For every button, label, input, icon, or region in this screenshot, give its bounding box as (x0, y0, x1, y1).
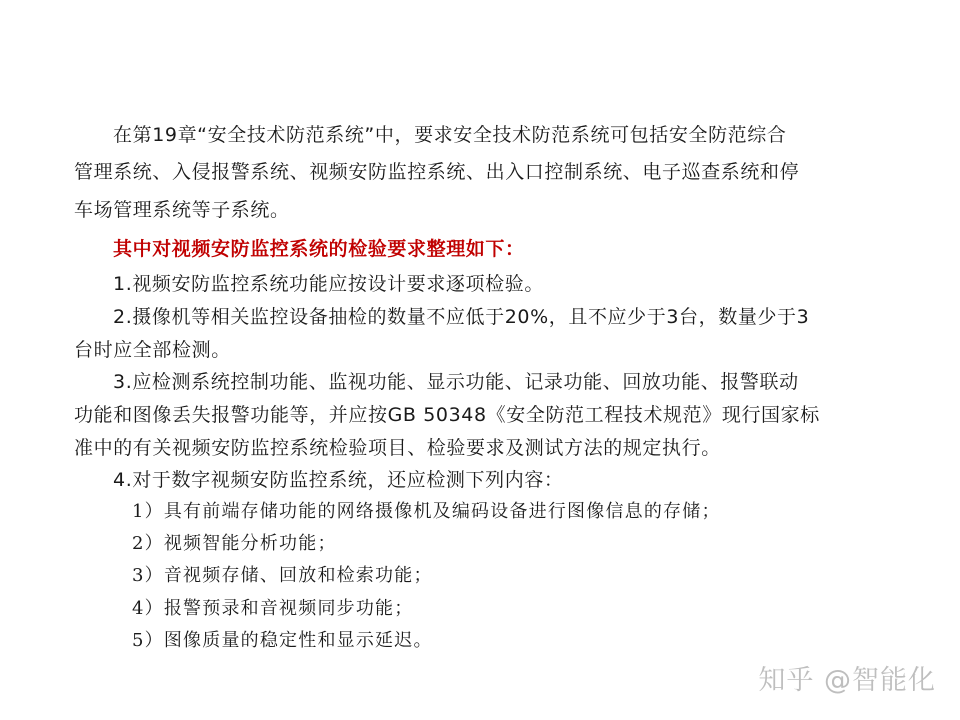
item-1: 1.视频安防监控系统功能应按设计要求逐项检验。 (113, 273, 544, 295)
item-2-line-2: 台时应全部检测。 (74, 339, 231, 361)
item-2-line-1: 2.摄像机等相关监控设备抽检的数量不应低于20%，且不应少于3台，数量少于3 (113, 306, 810, 328)
intro-line-3: 车场管理系统等子系统。 (74, 199, 290, 221)
subitem-1: 1）具有前端存储功能的网络摄像机及编码设备进行图像信息的存储； (132, 501, 721, 522)
item-3-line-1: 3.应检测系统控制功能、监视功能、显示功能、记录功能、回放功能、报警联动 (113, 371, 799, 393)
item-3-line-3: 准中的有关视频安防监控系统检验项目、检验要求及测试方法的规定执行。 (74, 437, 721, 459)
subitem-5: 5）图像质量的稳定性和显示延迟。 (132, 630, 433, 651)
item-3-line-2: 功能和图像丢失报警功能等，并应按GB 50348《安全防范工程技术规范》现行国家标 (74, 404, 820, 426)
intro-line-1: 在第19章“安全技术防范系统”中，要求安全技术防范系统可包括安全防范综合 (113, 124, 787, 146)
intro-line-2: 管理系统、入侵报警系统、视频安防监控系统、出入口控制系统、电子巡查系统和停 (74, 161, 800, 183)
subitem-3: 3）音视频存储、回放和检索功能； (132, 565, 433, 586)
section-heading: 其中对视频安防监控系统的检验要求整理如下： (113, 238, 525, 260)
subitem-2: 2）视频智能分析功能； (132, 533, 337, 554)
subitem-4: 4）报警预录和音视频同步功能； (132, 598, 414, 619)
watermark: 知乎 @智能化 (758, 665, 936, 696)
item-4: 4.对于数字视频安防监控系统，还应检测下列内容： (113, 469, 564, 491)
